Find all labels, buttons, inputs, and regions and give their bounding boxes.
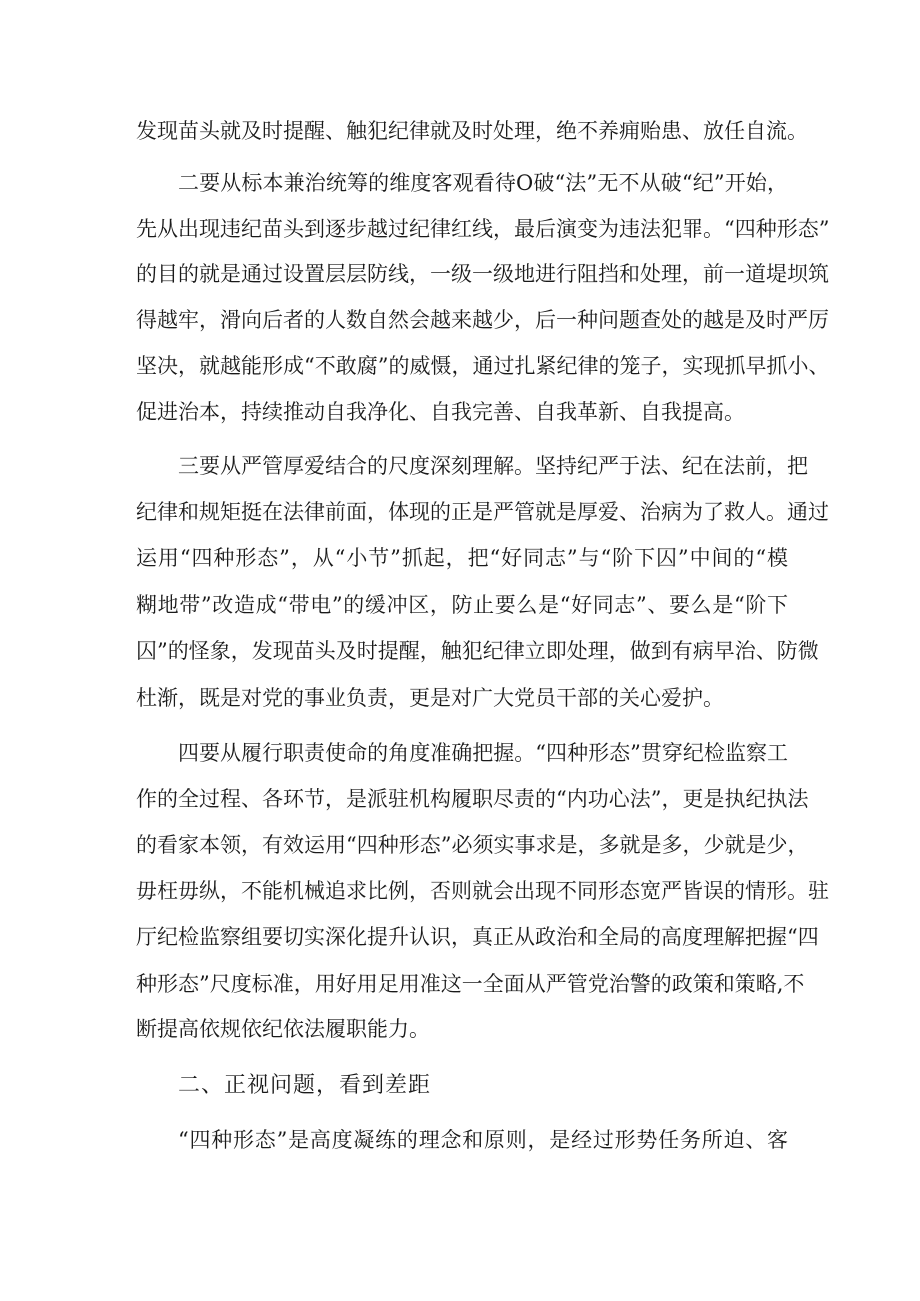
paragraph-5-line-1: “四种形态”是高度凝练的理念和原则，是经过形势任务所迫、客 (178, 1128, 788, 1152)
paragraph-3-line-3: 运用“四种形态”，从“小节”抓起，把“好同志”与“阶下囚”中间的“模 (136, 546, 788, 570)
paragraph-4-line-5: 厅纪检监察组要切实深化提升认识，真正从政治和全局的高度理解把握“四 (136, 925, 819, 949)
paragraph-3-line-5: 囚”的怪象，发现苗头及时提醒，触犯纪律立即处理，做到有病早治、防微 (136, 639, 819, 663)
paragraph-1-line-1: 发现苗头就及时提醒、触犯纪律就及时处理，绝不养痈贻患、放任自流。 (136, 119, 808, 143)
paragraph-2-line-6: 促进治本，持续推动自我净化、自我完善、自我革新、自我提高。 (136, 400, 745, 424)
paragraph-3-line-6: 杜渐，既是对党的事业负责，更是对广大党员干部的关心爱护。 (136, 686, 724, 710)
paragraph-4-line-6: 种形态”尺度标准，用好用足用准这一全面从严管党治警的政策和策略,不 (136, 972, 805, 996)
paragraph-3-line-4: 糊地带”改造成“带电”的缓冲区，防止要么是“好同志”、要么是“阶下 (136, 593, 788, 617)
paragraph-2-line-2: 先从出现违纪苗头到逐步越过纪律红线，最后演变为违法犯罪。“四种形态” (136, 217, 830, 241)
paragraph-4-line-7: 断提高依规依纪依法履职能力。 (136, 1017, 430, 1041)
section-heading: 二、正视问题，看到差距 (178, 1073, 432, 1098)
paragraph-3-line-1: 三要从严管厚爱结合的尺度深刻理解。坚持纪严于法、纪在法前，把 (178, 454, 808, 478)
paragraph-3-line-2: 纪律和规矩挺在法律前面，体现的正是严管就是厚爱、治病为了救人。通过 (136, 500, 829, 524)
paragraph-4-line-2: 作的全过程、各环节，是派驻机构履职尽责的“内功心法”，更是执纪执法 (136, 787, 809, 811)
paragraph-4-line-1: 四要从履行职责使命的角度准确把握。“四种形态”贯穿纪检监察工 (178, 741, 788, 765)
paragraph-4-line-4: 毋枉毋纵，不能机械追求比例，否则就会出现不同形态宽严皆误的情形。驻 (136, 879, 829, 903)
paragraph-2-line-3: 的目的就是通过设置层层防线，一级一级地进行阻挡和处理，前一道堤坝筑 (136, 262, 829, 286)
paragraph-2-line-1: 二要从标本兼治统筹的维度客观看待O破“法”无不从破“纪”开始， (178, 171, 788, 195)
paragraph-2-line-5: 坚决，就越能形成“不敢腐”的威慑，通过扎紧纪律的笼子，实现抓早抓小、 (136, 354, 830, 378)
paragraph-2-line-4: 得越牢，滑向后者的人数自然会越来越少，后一种问题查处的越是及时严厉 (136, 308, 829, 332)
paragraph-4-line-3: 的看家本领，有效运用“四种形态”必须实事求是，多就是多，少就是少， (136, 833, 809, 857)
